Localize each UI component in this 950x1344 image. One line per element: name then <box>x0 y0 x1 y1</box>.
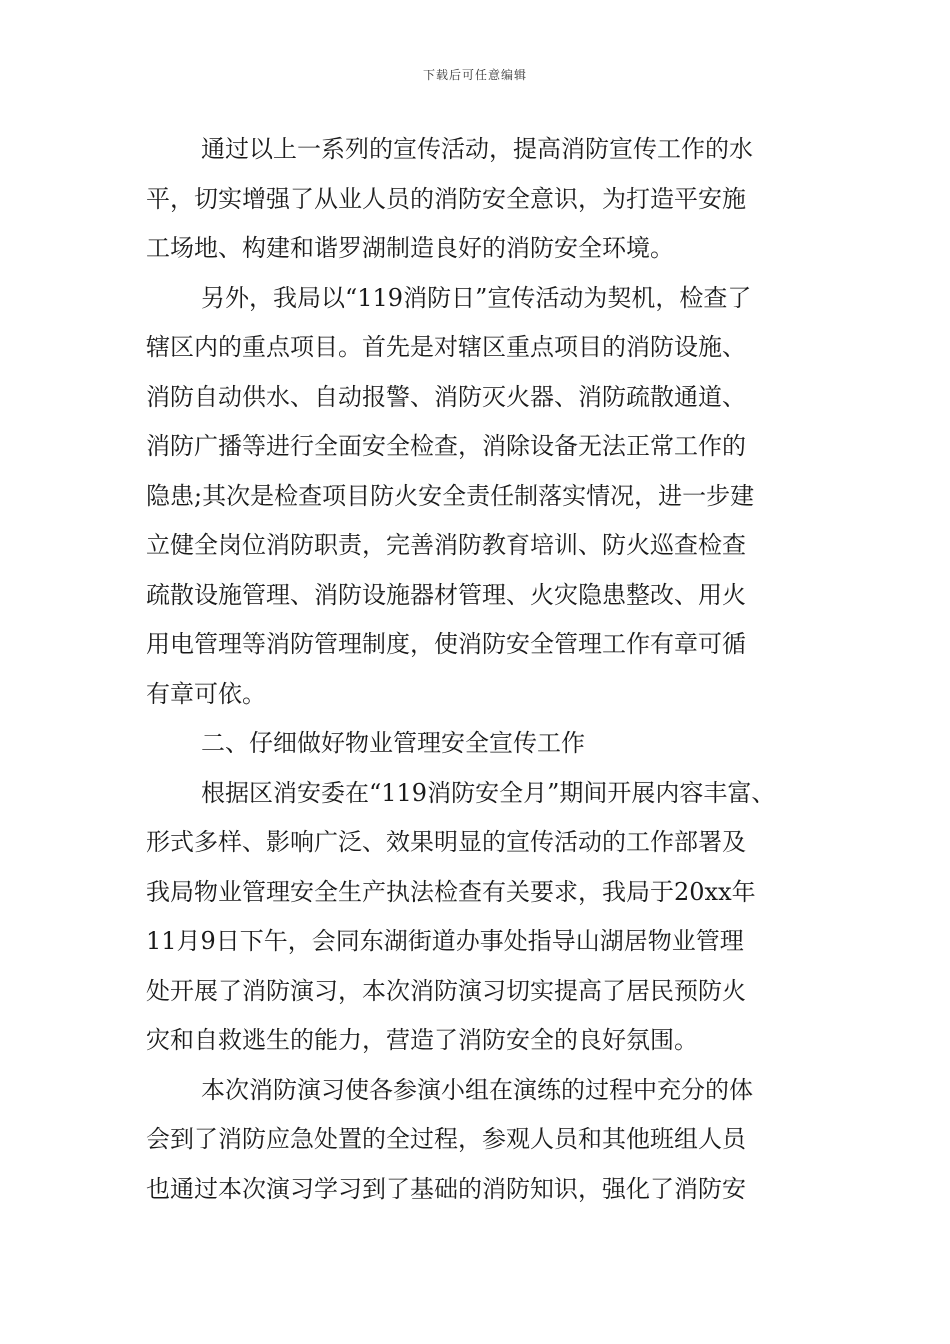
text-line: 疏散设施管理、消防设施器材管理、火灾隐患整改、用火 <box>146 580 746 609</box>
text-line: 用电管理等消防管理制度，使消防安全管理工作有章可循 <box>146 630 746 658</box>
page-header: 下载后可任意编辑 <box>422 68 527 82</box>
text-line: 也通过本次演习学习到了基础的消防知识，强化了消防安 <box>146 1174 746 1203</box>
text-line: 会到了消防应急处置的全过程，参观人员和其他班组人员 <box>146 1125 746 1153</box>
text-line: 隐患;其次是检查项目防火安全责任制落实情况，进一步建 <box>146 481 755 510</box>
text-line: 消防自动供水、自动报警、消防灭火器、消防疏散通道、 <box>146 382 746 411</box>
text-line: 灾和自救逃生的能力，营造了消防安全的良好氛围。 <box>146 1026 698 1054</box>
text-line: 根据区消安委在“119消防安全月”期间开展内容丰富、 <box>201 778 776 807</box>
text-line: 通过以上一系列的宣传活动，提高消防宣传工作的水 <box>201 135 753 163</box>
text-line: 立健全岗位消防职责，完善消防教育培训、防火巡查检查 <box>146 531 746 559</box>
text-line: 形式多样、影响广泛、效果明显的宣传活动的工作部署及 <box>146 828 746 856</box>
document-body <box>146 125 816 1214</box>
text-line: 本次消防演习使各参演小组在演练的过程中充分的体 <box>201 1075 753 1104</box>
text-line: 工场地、构建和谐罗湖制造良好的消防安全环境。 <box>146 234 674 262</box>
text-line: 另外，我局以“119消防日”宣传活动为契机，检查了 <box>201 283 752 312</box>
text-line: 消防广播等进行全面安全检查，消除设备无法正常工作的 <box>146 432 746 460</box>
text-line: 平，切实增强了从业人员的消防安全意识，为打造平安施 <box>146 184 746 213</box>
text-line: 有章可依。 <box>146 679 266 708</box>
text-line: 辖区内的重点项目。首先是对辖区重点项目的消防设施、 <box>146 333 746 361</box>
text-line: 11月9日下午，会同东湖街道办事处指导山湖居物业管理 <box>146 927 744 955</box>
section-heading: 二、仔细做好物业管理安全宣传工作 <box>201 729 585 757</box>
text-line: 我局物业管理安全生产执法检查有关要求，我局于20xx年 <box>146 877 756 906</box>
text-line: 处开展了消防演习，本次消防演习切实提高了居民预防火 <box>146 976 746 1005</box>
